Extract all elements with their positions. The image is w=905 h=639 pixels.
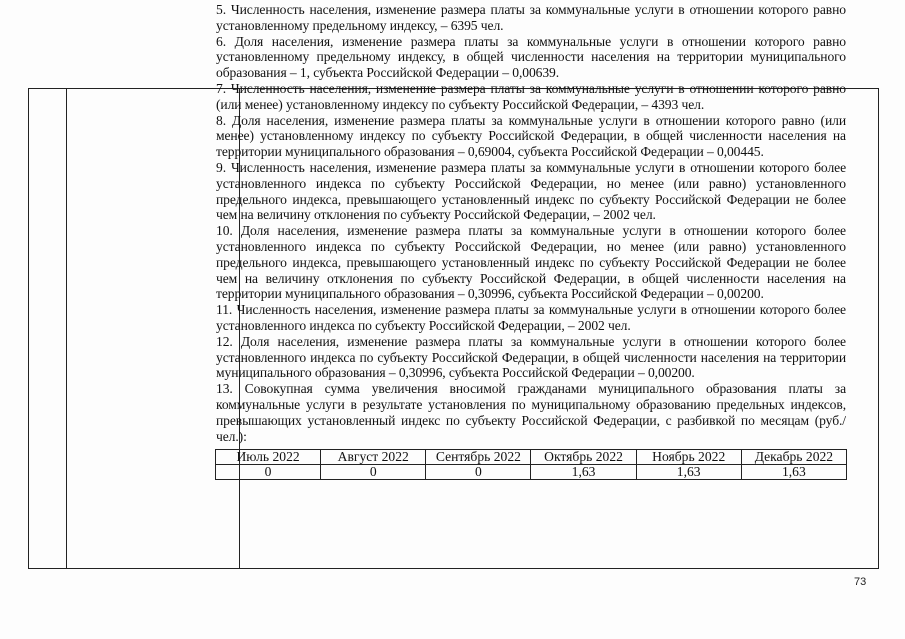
paragraph-6: 6. Доля населения, изменение размера платы за коммунальные услуги в отношении которого равно установленному предельному индексу, в общей численности населения на территории муниципального образования – 1, субъекта Российской Федерации – 0,00639. (216, 33, 846, 81)
header-september: Сентябрь 2022 (426, 450, 531, 465)
monthly-increase-table (215, 449, 847, 480)
page-number: 73 (854, 576, 867, 588)
content-cell (216, 2, 846, 444)
header-december: Декабрь 2022 (741, 450, 846, 465)
paragraph-10: 10. Доля населения, изменение размера платы за коммунальные услуги в отношении которого более установленного индекса по субъекту Российской Федерации, но менее (или равно) установленного предельного индекса, превышающего установленный индекс по субъекту Российской Федерации не более чем на величину отклонения по субъекту Российской Федерации, в общей численности населения на территории муниципального образования – 0,30996, субъекта Российской Федерации – 0,00200. (216, 223, 846, 302)
table-header-row (216, 450, 847, 465)
header-august: Август 2022 (321, 450, 426, 465)
paragraph-8: 8. Доля населения, изменение размера платы за коммунальные услуги в отношении которого равно (или менее) установленному индексу по субъекту Российской Федерации, в общей численности населения на территории муниципального образования – 0,69004, субъекта Российской Федерации – 0,00445. (216, 112, 846, 160)
value-october: 1,63 (531, 465, 636, 480)
header-july: Июль 2022 (216, 450, 321, 465)
paragraph-9: 9. Численность населения, изменение размера платы за коммунальные услуги в отношении которого более установленного индекса по субъекту Российской Федерации, но менее (или равно) установленного предельного индекса, превышающего установленный индекс по субъекту Российской Федерации не более чем на величину отклонения по субъекту Российской Федерации, – 2002 чел. (216, 159, 846, 223)
paragraph-7: 7. Численность населения, изменение размера платы за коммунальные услуги в отношении которого равно (или менее) установленному индексу по субъекту Российской Федерации, – 4393 чел. (216, 80, 846, 112)
value-december: 1,63 (741, 465, 846, 480)
table-row (216, 465, 847, 480)
value-august: 0 (321, 465, 426, 480)
paragraph-12: 12. Доля населения, изменение размера платы за коммунальные услуги в отношении которого более установленного индекса по субъекту Российской Федерации, в общей численности населения на территории муниципального образования – 0,30996, субъекта Российской Федерации – 0,00200. (216, 333, 846, 381)
paragraph-13: 13. Совокупная сумма увеличения вносимой гражданами муниципального образования платы за коммунальные услуги в результате установления по муниципальному образованию предельных индексов, превышающих установленный индекс по субъекту Российской Федерации, с разбивкой по месяцам (руб./чел.): (216, 381, 846, 444)
header-november: Ноябрь 2022 (636, 450, 741, 465)
value-september: 0 (426, 465, 531, 480)
header-october: Октябрь 2022 (531, 450, 636, 465)
paragraph-5: 5. Численность населения, изменение размера платы за коммунальные услуги в отношении которого равно установленному предельному индексу, – 6395 чел. (216, 2, 846, 33)
paragraph-11: 11. Численность населения, изменение размера платы за коммунальные услуги в отношении которого более установленного индекса по субъекту Российской Федерации, – 2002 чел. (216, 302, 846, 333)
value-july: 0 (216, 465, 321, 480)
column-divider-1 (66, 89, 67, 568)
value-november: 1,63 (636, 465, 741, 480)
